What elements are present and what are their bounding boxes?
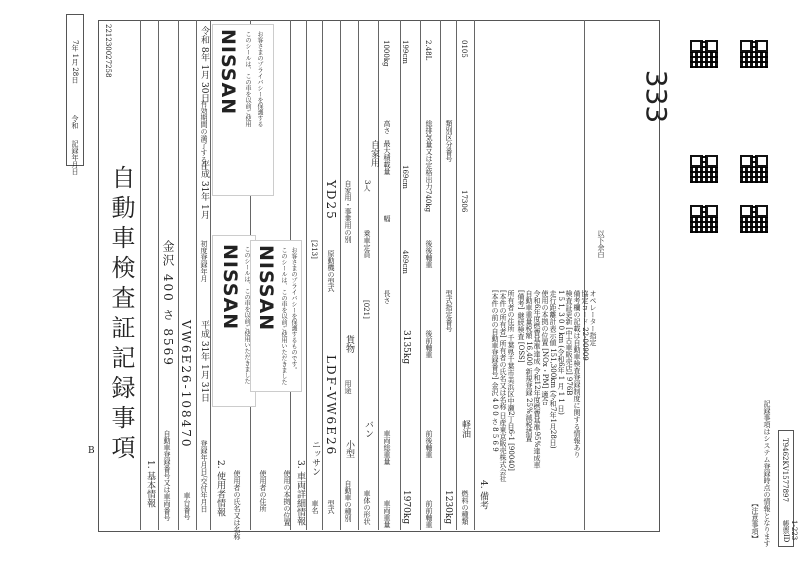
length-value: 469cm bbox=[401, 250, 409, 274]
sticker-text: このシールは、この車を以前ご使用 bbox=[244, 31, 251, 127]
expiry-label: 有効期間の満了する日 bbox=[200, 100, 208, 170]
kind-value: 小型 bbox=[344, 440, 354, 458]
body-code: [021] bbox=[362, 300, 370, 319]
first-year-label: 初度登録年月 bbox=[200, 240, 208, 282]
reg-label: 自動車登録番号又は車両番号 bbox=[163, 430, 171, 521]
use-value: 貨物 bbox=[344, 335, 354, 353]
purpose-label: 自家用・事業用の別 bbox=[344, 180, 352, 243]
remark-line: 自動車重量税額 16,400 新規登録 25%減税措置 bbox=[525, 290, 533, 442]
owner-label: 使用者の氏名又は名称 bbox=[233, 470, 241, 540]
remark-line: 走行距離計表示値 151,300km (令和7年1月28日) bbox=[549, 290, 557, 449]
maxload-value: 1000kg bbox=[382, 40, 390, 67]
reg-value: 金沢 400 さ 8569 bbox=[161, 240, 175, 367]
page-code: 1-223 bbox=[790, 520, 798, 541]
record-date-era: 令和 bbox=[71, 115, 79, 129]
maker-value: ニッサン bbox=[310, 440, 320, 476]
chassis-value: VW6E26-108470 bbox=[179, 320, 193, 449]
handwritten-mark: 333 bbox=[640, 69, 674, 124]
sticker-text: このシールは、この車を以前ご使用いただきました bbox=[243, 246, 250, 384]
record-date-label: 記録年月日 bbox=[71, 140, 79, 175]
form-id-label: 帳票ID bbox=[782, 520, 790, 543]
class-num-value: 0105 bbox=[460, 40, 468, 58]
chassis-label: 車台番号 bbox=[183, 492, 191, 520]
nissan-logo: NISSAN bbox=[217, 29, 239, 116]
purpose-value: 自家用 bbox=[369, 140, 379, 167]
address-label: 使用者の住所 bbox=[259, 470, 267, 512]
qr-code bbox=[740, 40, 768, 68]
sticker-text: お客さまのプライバシーを保護する bbox=[256, 31, 263, 127]
weight-value: 1970kg bbox=[401, 490, 411, 525]
remark-line: オペレーター指定 bbox=[589, 290, 597, 346]
height-label: 高さ bbox=[383, 120, 391, 134]
first-reg-value: 平成 31年 1月 31日 bbox=[199, 320, 209, 403]
sticker-text: このシールは、この車を以前ご使用いただきました bbox=[280, 247, 287, 385]
section1-heading: 1. 基本情報 bbox=[145, 460, 155, 508]
remark-line: [備考] 継続検査 [OSS] bbox=[517, 290, 525, 363]
front-axle-label: 前前軸重 bbox=[425, 500, 433, 528]
height-value: 199cm bbox=[401, 40, 409, 64]
section2-heading: 2. 使用者情報 bbox=[215, 460, 225, 517]
expiry-value: 令和 8年 1月 30日 bbox=[199, 26, 209, 103]
qr-code bbox=[740, 155, 768, 183]
notice-heading: 【注意事項】 bbox=[751, 500, 759, 542]
maxload-label: 最大積載量 bbox=[383, 140, 391, 175]
notice-text: 記録事項はシステム登録時点の情報となります bbox=[763, 400, 771, 547]
section4-heading: 4. 備考 bbox=[478, 480, 488, 510]
nissan-logo: NISSAN bbox=[255, 245, 277, 332]
rear-axle-label: 後前軸重 bbox=[425, 330, 433, 358]
remark-line: [本件の前の自動車登録番号] 金沢 4 0 0 さ 8 5 6 9 bbox=[491, 290, 499, 452]
model-label: 型式 bbox=[327, 500, 335, 514]
remark-line: 検査証更新 [中古車販売店] 976B bbox=[565, 290, 573, 396]
capacity-label: 乗車定員 bbox=[363, 230, 371, 258]
remark-blank: 以下余白 bbox=[597, 230, 605, 258]
width-value: 169cm bbox=[401, 165, 409, 189]
frontrear-label: 前後軸重 bbox=[425, 430, 433, 458]
remark-line: 1 5 1, 3 0 0 km (令和6年 1 月 1 1 日) bbox=[557, 290, 565, 415]
page-title: 自動車検査証記録事項 bbox=[107, 165, 135, 465]
record-date: 7年 1月 28日 bbox=[71, 40, 79, 84]
record-number: 221230027258 bbox=[104, 24, 112, 78]
front-axle-value: 1230kg bbox=[443, 490, 453, 525]
privacy-sticker-3 bbox=[212, 24, 274, 196]
body-label: 車体の形状 bbox=[363, 490, 371, 525]
class-num-label: 類別区分番号 bbox=[445, 120, 453, 162]
section3-heading: 3. 車両詳細情報 bbox=[295, 460, 305, 526]
displacement-label: 総排気量又は定格出力 bbox=[425, 120, 433, 190]
form-id-value: T9462KV1577897 bbox=[781, 438, 789, 502]
fuel-value: 軽油 bbox=[460, 420, 470, 438]
body-value: バン bbox=[363, 420, 373, 438]
fuel-label: 燃料の種類 bbox=[461, 490, 469, 525]
rear-rear-label: 後後軸重 bbox=[425, 240, 433, 268]
remark-line: [本件の所有者] 所有者の氏名又は名称 日産東京販売株式会社 bbox=[499, 290, 507, 482]
maker-code: [213] bbox=[310, 240, 318, 259]
qr-code bbox=[740, 205, 768, 233]
first-reg-label: 登録年月日/交付年月日 bbox=[200, 440, 208, 513]
qr-code bbox=[690, 40, 718, 68]
capacity-value: 3人 bbox=[363, 180, 371, 192]
remark-line: 使用の本拠の位置 [NOx・PM] 適合 bbox=[541, 290, 549, 405]
engine-label: 原動機の型式 bbox=[327, 250, 335, 292]
remark-line: 所有者の住所 千葉県千葉市美浜区中瀬2丁目6-1 [90040] bbox=[507, 290, 515, 471]
rear-rear-value: 740kg bbox=[424, 190, 432, 213]
type-num-label: 型式指定番号 bbox=[445, 290, 453, 332]
sticker-text: お客さまのプライバシーを保護するものです。 bbox=[290, 247, 297, 373]
type-num-value: 17306 bbox=[460, 190, 468, 213]
qr-code bbox=[690, 205, 718, 233]
remark-line: 協定コード 22-00909 bbox=[581, 290, 589, 361]
remark-line: 備考欄の記載は自動車検査登録制度に関する情報あり bbox=[573, 290, 581, 458]
privacy-sticker-2 bbox=[250, 240, 302, 392]
maker-label: 車名 bbox=[311, 500, 319, 514]
weight-label: 車両重量 bbox=[383, 500, 391, 528]
use-label: 用途 bbox=[344, 380, 352, 394]
gross-label: 車両総重量 bbox=[383, 430, 391, 465]
remark-line: 令和6年度燃費基準達成 令和12年度燃費基準95%達成車 bbox=[533, 290, 541, 469]
length-label: 長さ bbox=[383, 290, 391, 304]
width-label: 幅 bbox=[383, 215, 391, 222]
qr-code bbox=[690, 155, 718, 183]
engine-value: YD25 bbox=[324, 180, 338, 221]
displacement-value: 2.48L bbox=[424, 40, 432, 61]
gross-value: 3135kg bbox=[401, 330, 411, 365]
page-letter: B bbox=[88, 446, 95, 456]
first-year-value: 平成 31年 1月 bbox=[199, 160, 209, 219]
base-label: 使用の本拠の位置 bbox=[283, 470, 291, 526]
model-value: LDF-VW6E26 bbox=[324, 355, 338, 457]
nissan-logo: NISSAN bbox=[219, 244, 241, 331]
kind-label: 自動車の種別 bbox=[344, 480, 352, 522]
